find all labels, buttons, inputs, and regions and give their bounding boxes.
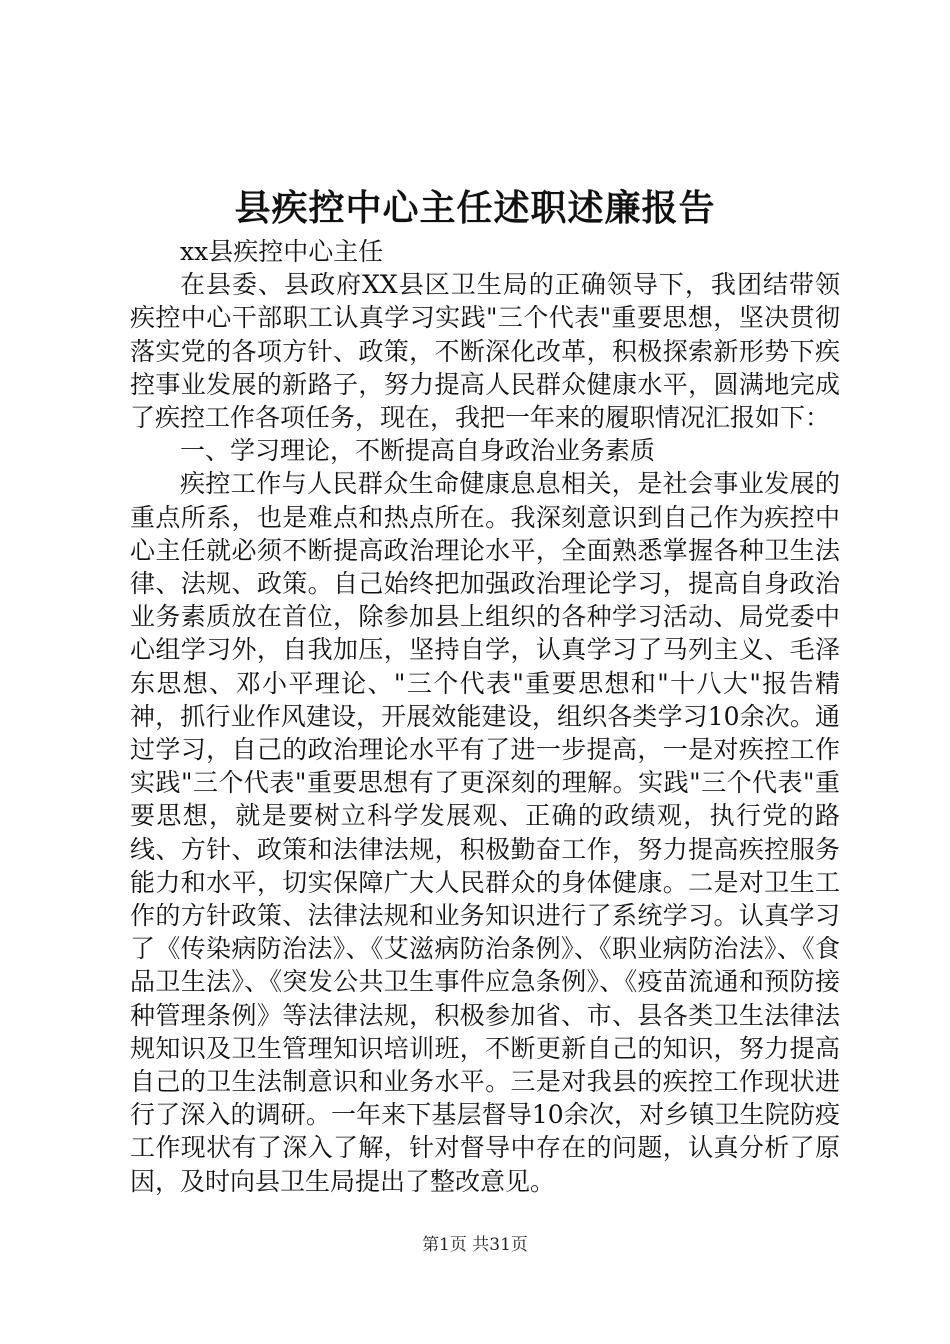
author-line: xx县疾控中心主任 (180, 237, 384, 266)
section-paragraph: 疾控工作与人民群众生命健康息息相关，是社会事业发展的重点所系，也是难点和热点所在。我深刻意识到自己作为疾控中心主任就必须不断提高政治理论水平，全面熟悉掌握各种卫生法律、法规、政策。自己始终把加强政治理论学习，提高自身政治业务素质放在首位，除参加县上组织的各种学习活动、局党委中心组学习外，自我加压，坚持自学，认真学习了马列主义、毛泽东思想、邓小平理论、"三个代表"重要思想和"十八大"报告精神，抓行业作风建设，开展效能建设，组织各类学习10余次。通过学习，自己的政治理论水平有了进一步提高，一是对疾控工作实践"三个代表"重要思想有了更深刻的理解。实践"三个代表"重要思想，就是要树立科学发展观、正确的政绩观，执行党的路线、方针、政策和法律法规，积极勤奋工作，努力提高疾控服务能力和水平，切实保障广大人民群众的身体健康。二是对卫生工作的方针政策、法律法规和业务知识进行了系统学习。认真学习了《传染病防治法》、《艾滋病防治条例》、《职业病防治法》、《食品卫生法》、《突发公共卫生事件应急条例》、《疫苗流通和预防接种管理条例》等法律法规，积极参加省、市、县各类卫生法律法规知识及卫生管理知识培训班，不断更新自己的知识，努力提高自己的卫生法制意识和业务水平。三是对我县的疾控工作现状进行了深入的调研。一年来下基层督导10余次，对乡镇卫生院防疫工作现状有了深入了解，针对督导中存在的问题，认真分析了原因，及时向县卫生局提出了整改意见。 (130, 469, 840, 1196)
page-number: 第1页 共31页 (422, 1235, 528, 1255)
section-heading: 一、学习理论，不断提高自身政治业务素质 (180, 436, 656, 466)
document-body (130, 235, 840, 1198)
intro-paragraph: 在县委、县政府XX县区卫生局的正确领导下，我团结带领疾控中心干部职工认真学习实践"三个代表"重要思想，坚决贯彻落实党的各项方针、政策，不断深化改革，积极探索新形势下疾控事业发展的新路子，努力提高人民群众健康水平，圆满地完成了疾控工作各项任务，现在，我把一年来的履职情况汇报如下： (130, 270, 840, 433)
document-title: 县疾控中心主任述职述廉报告 (234, 187, 716, 229)
